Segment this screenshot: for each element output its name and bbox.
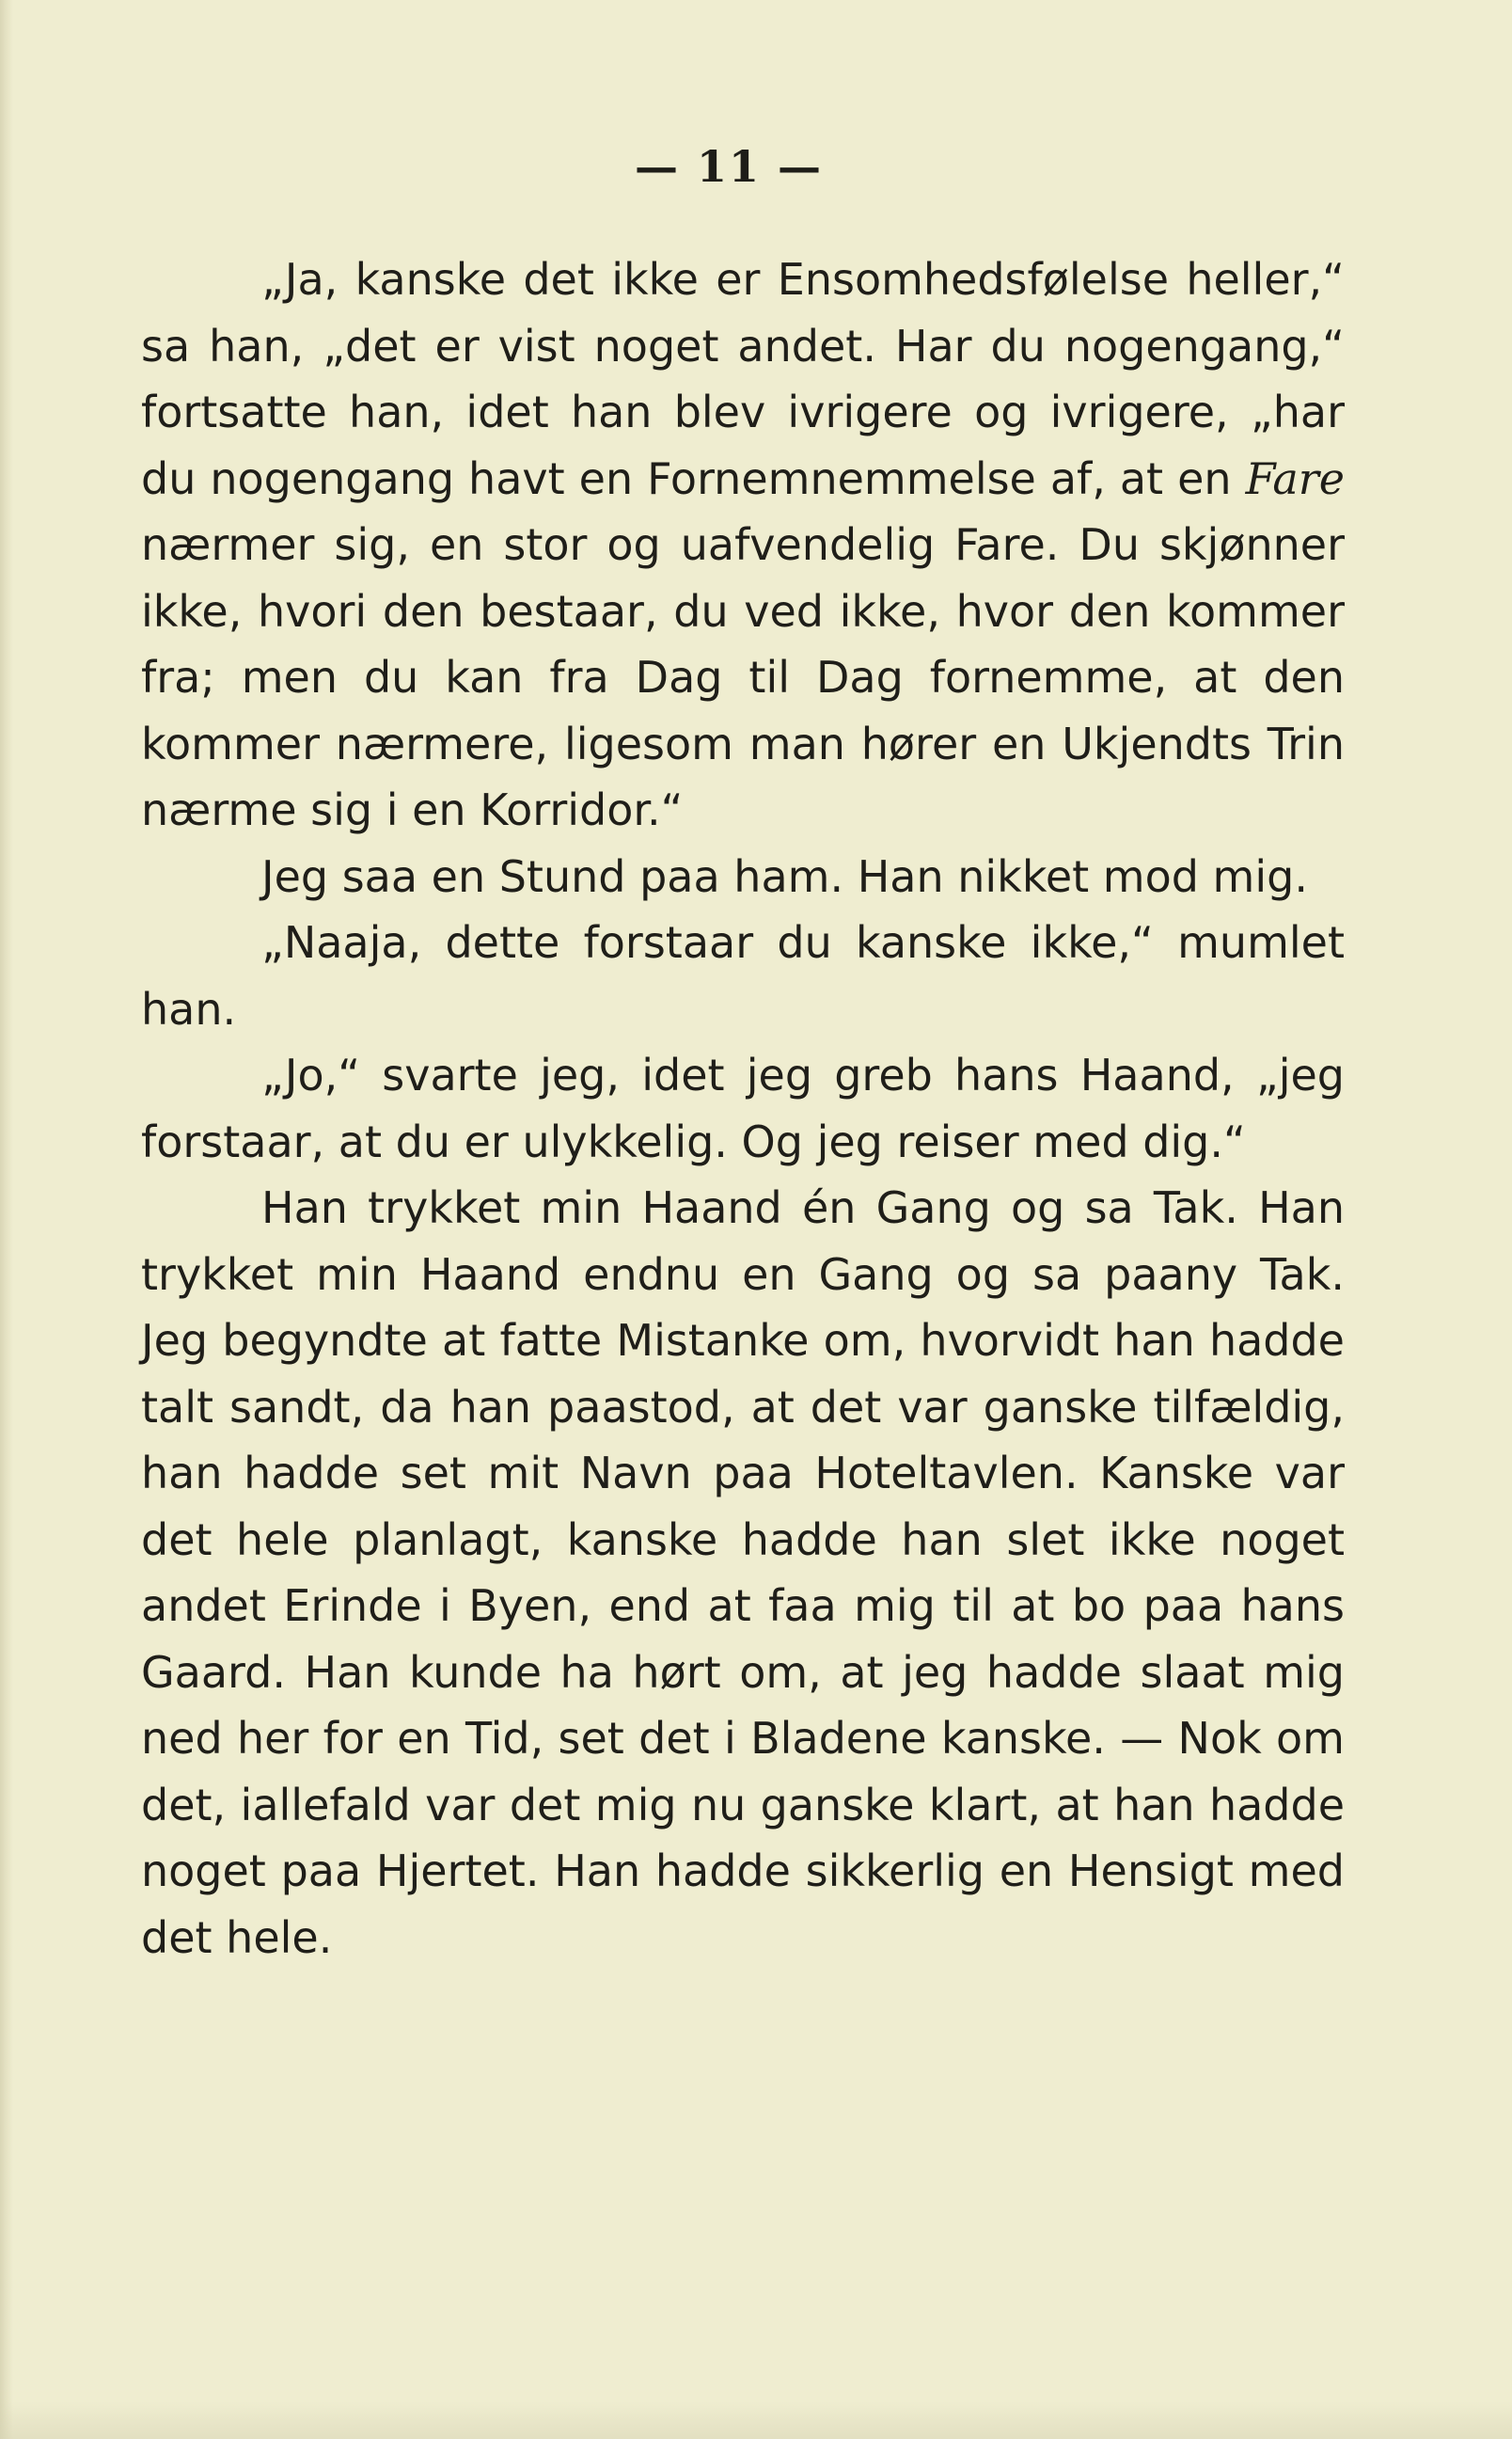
paragraph-4: „Jo,“ svarte jeg, idet jeg greb hans Haand, „jeg forstaar, at du er ulykkelig. Og jeg reiser med dig.“ [141, 1050, 1345, 1167]
paragraph-1-after: nærmer sig, en stor og uafvendelig Fare. Du skjønner ikke, hvori den bestaar, du ved ikke, hvor den kommer fra; men du kan fra Dag til Dag fornemme, at den kommer nærmere, ligesom man hører en Ukjendts Trin nærme sig i en Korridor.“ [141, 519, 1345, 835]
paragraph-3: „Naaja, dette forstaar du kanske ikke,“ mumlet han. [141, 917, 1345, 1035]
paragraph-1 [141, 246, 1345, 844]
paragraph-5: Han trykket min Haand én Gang og sa Tak. Han trykket min Haand endnu en Gang og sa paany Tak. Jeg begyndte at fatte Mistanke om, hvorvidt han hadde talt sandt, da han paastod, at det var ganske tilfældig, han hadde set mit Navn paa Hoteltavlen. Kanske var det hele planlagt, kanske hadde han slet ikke noget andet Erinde i Byen, end at faa mig til at bo paa hans Gaard. Han kunde ha hørt om, at jeg hadde slaat mig ned her for en Tid, set det i Bladene kanske. — Nok om det, iallefald var det mig nu ganske klart, at han hadde noget paa Hjertet. Han hadde sikkerlig en Hensigt med det hele. [141, 1182, 1345, 1963]
page-binding-edge [0, 0, 13, 2439]
paragraph-1-emphasis: Fare [1245, 452, 1345, 504]
page-number: — 11 — [634, 141, 824, 192]
body-text [141, 246, 1345, 1971]
paragraph-2: Jeg saa en Stund paa ham. Han nikket mod mig. [261, 850, 1308, 902]
page-bottom-edge [0, 2401, 1512, 2439]
paragraph-1-before: „Ja, kanske det ikke er Ensomhedsfølelse heller,“ sa han, „det er vist noget andet. Har du nogengang,“ fortsatte han, idet han blev ivrigere og ivrigere, „har du nogengang havt en Fornemnemmelse af, at en [141, 254, 1345, 504]
